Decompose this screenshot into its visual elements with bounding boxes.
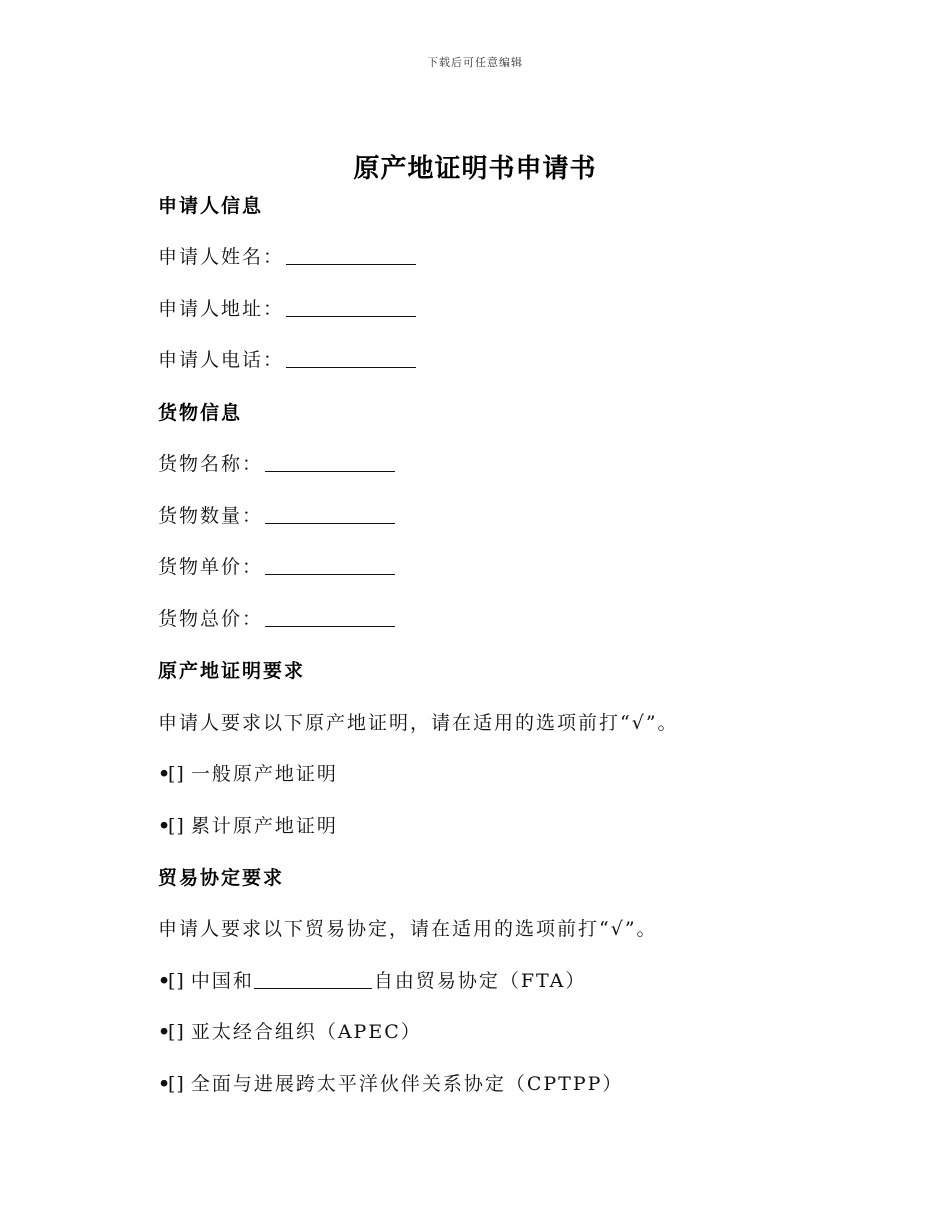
checkbox-fta[interactable]: [] xyxy=(168,970,185,992)
list-item-origin-general[interactable] xyxy=(158,762,338,786)
goods-quantity-field[interactable] xyxy=(265,505,395,524)
option-label: 一般原产地证明 xyxy=(190,763,338,785)
applicant-phone-label: 申请人电话： xyxy=(158,349,285,371)
applicant-address-field[interactable] xyxy=(286,298,416,317)
list-item-origin-cumulative[interactable] xyxy=(158,814,338,838)
applicant-address-row xyxy=(158,297,416,321)
applicant-phone-field[interactable] xyxy=(286,349,416,368)
list-item-trade-fta[interactable] xyxy=(158,969,586,993)
goods-unit-price-label: 货物单价： xyxy=(158,556,264,578)
goods-unit-price-field[interactable] xyxy=(265,556,395,575)
goods-quantity-row xyxy=(158,504,395,528)
section-heading-trade: 贸易协定要求 xyxy=(158,867,285,889)
fta-country-field[interactable] xyxy=(254,970,372,989)
option-label: 全面与进展跨太平洋伙伴关系协定（CPTPP） xyxy=(190,1073,624,1095)
applicant-name-label: 申请人姓名： xyxy=(158,246,285,268)
checkbox-apec[interactable]: [] xyxy=(168,1021,185,1043)
list-item-trade-cptpp[interactable] xyxy=(158,1072,623,1096)
bullet-icon: • xyxy=(158,1021,173,1043)
goods-name-row xyxy=(158,452,395,476)
goods-unit-price-row xyxy=(158,555,395,579)
goods-total-price-field[interactable] xyxy=(265,608,395,627)
bullet-icon: • xyxy=(158,1073,173,1095)
list-item-trade-apec[interactable] xyxy=(158,1020,422,1044)
section-heading-goods: 货物信息 xyxy=(158,402,243,424)
bullet-icon: • xyxy=(158,815,173,837)
checkbox-cumulative-origin[interactable]: [] xyxy=(168,815,185,837)
goods-quantity-label: 货物数量： xyxy=(158,505,264,527)
goods-name-label: 货物名称： xyxy=(158,453,264,475)
goods-name-field[interactable] xyxy=(265,453,395,472)
option-label: 累计原产地证明 xyxy=(190,815,338,837)
option-label-after: 自由贸易协定（FTA） xyxy=(373,970,587,992)
bullet-icon: • xyxy=(158,970,173,992)
goods-total-price-row xyxy=(158,607,395,631)
applicant-address-label: 申请人地址： xyxy=(158,298,285,320)
trade-instruction: 申请人要求以下贸易协定，请在适用的选项前打“√”。 xyxy=(158,918,658,940)
applicant-name-field[interactable] xyxy=(286,246,416,265)
checkbox-general-origin[interactable]: [] xyxy=(168,763,185,785)
origin-instruction: 申请人要求以下原产地证明，请在适用的选项前打“√”。 xyxy=(158,712,679,734)
checkbox-cptpp[interactable]: [] xyxy=(168,1073,185,1095)
applicant-name-row xyxy=(158,245,416,269)
header-note: 下载后可任意编辑 xyxy=(427,56,523,69)
section-heading-origin: 原产地证明要求 xyxy=(158,660,306,682)
section-heading-applicant: 申请人信息 xyxy=(158,195,264,217)
bullet-icon: • xyxy=(158,763,173,785)
page-title: 原产地证明书申请书 xyxy=(353,154,597,184)
option-label: 亚太经合组织（APEC） xyxy=(190,1021,422,1043)
option-label-before: 中国和 xyxy=(190,970,254,992)
applicant-phone-row xyxy=(158,348,416,372)
goods-total-price-label: 货物总价： xyxy=(158,608,264,630)
